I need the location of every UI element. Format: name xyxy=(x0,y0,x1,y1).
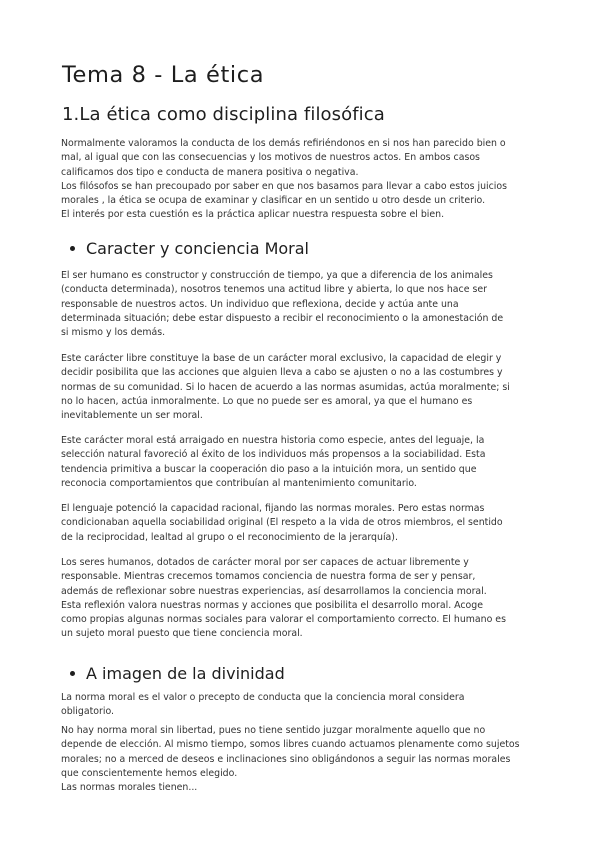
text-line: selección natural favoreció al éxito de los individuos más propensos a la sociabilidad. Esta xyxy=(61,449,486,461)
section-3-heading-text: A imagen de la divinidad xyxy=(86,664,285,683)
text-line: El interés por esta cuestión es la práctica aplicar nuestra respuesta sobre el bien. xyxy=(61,209,445,221)
text-line: depende de elección. Al mismo tiempo, somos libres cuando actuamos plenamente como sujetos xyxy=(61,739,520,751)
text-line: obligatorio. xyxy=(61,706,115,718)
section-1-heading: 1.La ética como disciplina filosófica xyxy=(62,104,385,125)
text-line: como propias algunas normas sociales para valorar el comportamiento correcto. El humano es xyxy=(61,614,506,626)
text-line: Los seres humanos, dotados de carácter moral por ser capaces de actuar libremente y xyxy=(61,557,469,568)
section-2-paragraph-1 xyxy=(61,269,541,340)
text-line: normas de su comunidad. Si lo hacen de acuerdo a las normas asumidas, actúa moralmente; si xyxy=(61,381,510,393)
text-line: decidir posibilita que las acciones que alguien lleva a cabo se ajusten o no a las costumbres y xyxy=(61,367,503,379)
text-line: Esta reflexión valora nuestras normas y acciones que posibilita el desarrollo moral. Acoge xyxy=(61,599,484,611)
text-line: inevitablemente un ser moral. xyxy=(61,410,203,422)
bullet-icon xyxy=(70,246,75,251)
text-line: condicionaban aquella sociabilidad original (El respeto a la vida de otros miembros, el sentido xyxy=(61,517,503,529)
text-line: además de reflexionar sobre nuestras experiencias, así desarrollamos la conciencia moral. xyxy=(61,585,487,597)
text-line: El ser humano es constructor y construcción de tiempo, ya que a diferencia de los animales xyxy=(61,270,493,281)
text-line: de la reciprocidad, lealtad al grupo o el reconocimiento de la jerarquía). xyxy=(61,531,398,543)
section-3-paragraph-2 xyxy=(61,724,541,795)
text-line: morales , la ética se ocupa de examinar y clasificar en un sentido u otro desde un criterio. xyxy=(61,195,486,207)
text-line: reconocia comportamientos que contribuían al mantenimiento comunitario. xyxy=(61,477,417,489)
bullet-icon xyxy=(70,671,75,676)
section-2-paragraph-3 xyxy=(61,434,541,491)
text-line: No hay norma moral sin libertad, pues no tiene sentido juzgar moralmente aquello que no xyxy=(61,725,486,736)
text-line: calificamos dos tipo e conducta de manera positiva o negativa. xyxy=(61,166,359,178)
section-3-paragraph-1 xyxy=(61,691,541,720)
text-line: responsable de nuestros actos. Un individuo que reflexiona, decide y actúa ante una xyxy=(61,298,459,310)
section-2-paragraph-2 xyxy=(61,352,541,423)
text-line: Los filósofos se han precoupado por saber en que nos basamos para llevar a cabo estos juicios xyxy=(61,180,507,192)
text-line: (conducta determinada), nosotros tenemos una actitud libre y abierta, lo que nos hace ser xyxy=(61,284,487,296)
section-1-paragraph xyxy=(61,137,541,223)
text-line: Este carácter libre constituye la base de un carácter moral exclusivo, la capacidad de elegir y xyxy=(61,353,502,364)
text-line: responsable. Mientras crecemos tomamos conciencia de nuestra forma de ser y pensar, xyxy=(61,571,476,583)
text-line: El lenguaje potenció la capacidad racional, fijando las normas morales. Pero estas normas xyxy=(61,503,485,514)
text-line: morales; no a merced de deseos e inclinaciones sino obligándonos a seguir las normas morales xyxy=(61,753,511,765)
text-line: no lo hacen, actúa inmoralmente. Lo que no puede ser es amoral, ya que el humano es xyxy=(61,395,473,407)
section-2-paragraph-4 xyxy=(61,502,541,545)
section-3-heading xyxy=(70,664,285,683)
section-2-heading xyxy=(70,239,309,258)
section-2-paragraph-5 xyxy=(61,556,541,642)
page-title: Tema 8 - La ética xyxy=(62,62,265,88)
section-2-heading-text: Caracter y conciencia Moral xyxy=(86,239,309,258)
text-line: tendencia primitiva a buscar la cooperación dio paso a la intuición mora, un sentido que xyxy=(61,463,477,475)
text-line: si mismo y los demás. xyxy=(61,327,166,339)
text-line: Las normas morales tienen... xyxy=(61,782,198,794)
text-line: Normalmente valoramos la conducta de los demás refiriéndonos en si nos han parecido bien o xyxy=(61,138,506,149)
text-line: un sujeto moral puesto que tiene conciencia moral. xyxy=(61,628,303,640)
text-line: determinada situación; debe estar dispuesto a recibir el reconocimiento o la amonestación de xyxy=(61,312,504,324)
text-line: mal, al igual que con las consecuencias y los motivos de nuestros actos. En ambos casos xyxy=(61,152,480,164)
text-line: Este carácter moral está arraigado en nuestra historia como especie, antes del leguaje, la xyxy=(61,435,485,446)
text-line: La norma moral es el valor o precepto de conducta que la conciencia moral considera xyxy=(61,692,465,703)
text-line: que conscientemente hemos elegido. xyxy=(61,767,238,779)
